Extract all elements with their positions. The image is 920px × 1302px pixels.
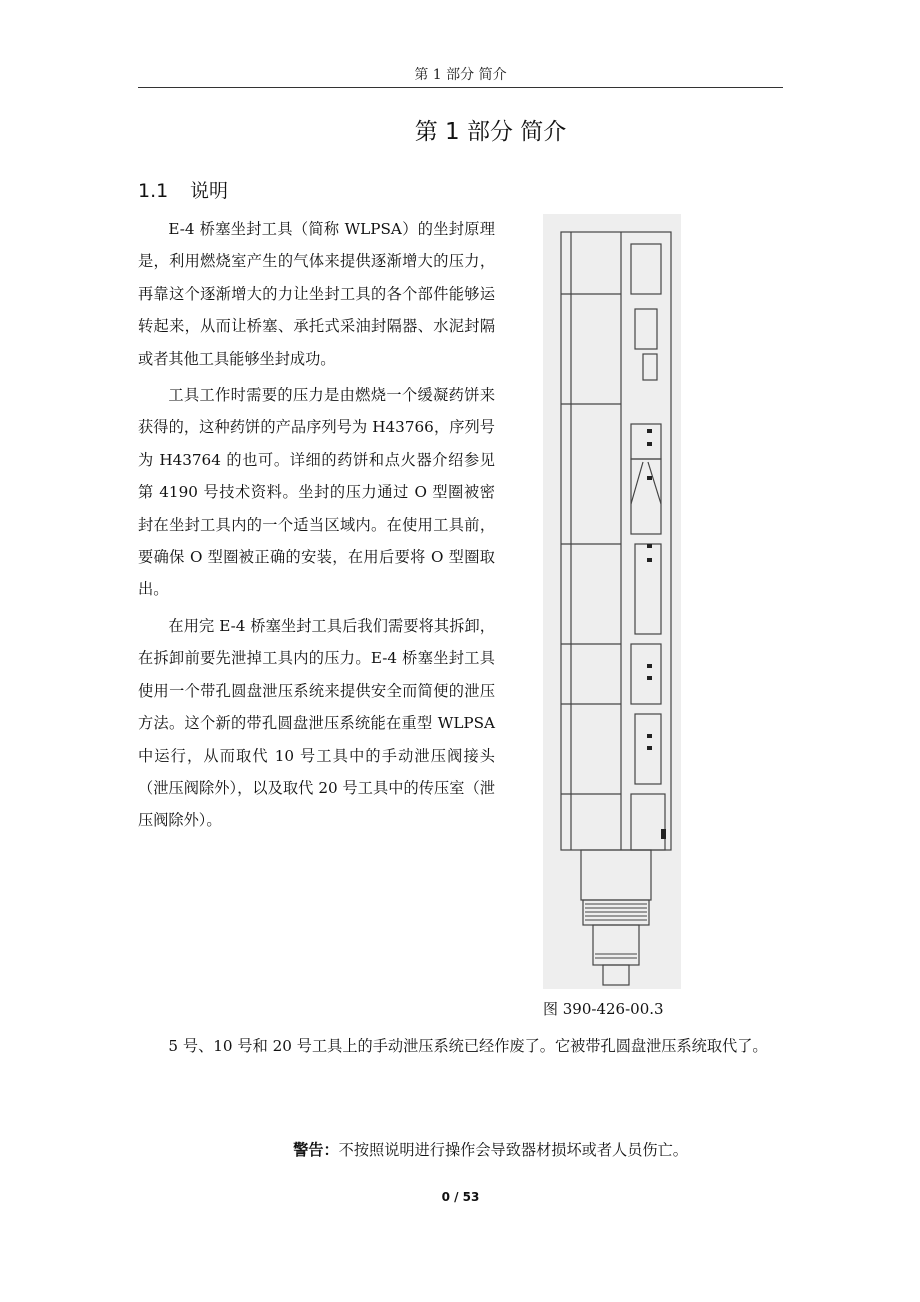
tool-drawing-svg bbox=[543, 214, 681, 989]
tool-cross-section-figure bbox=[543, 214, 681, 989]
paragraph-obsolete: 5 号、10 号和 20 号工具上的手动泄压系统已经作废了。它被带孔圆盘泄压系统取代了。 bbox=[168, 1037, 768, 1055]
paragraph-pressure: 工具工作时需要的压力是由燃烧一个缓凝药饼来获得的，这种药饼的产品序列号为 H43766，序列号为 H43764 的也可。详细的药饼和点火器介绍参见第 4190 号技术资料。坐封的压力通过 O 型圈被密封在坐封工具内的一个适当区域内。在使用工具前，要确保 O 型圈被正确的安装，在用后要将 O 型圈取出。 bbox=[138, 386, 495, 599]
header-rule bbox=[138, 87, 783, 88]
section-number: 1.1 bbox=[138, 180, 169, 202]
section-heading bbox=[138, 176, 228, 203]
page-number: 0 / 53 bbox=[441, 1190, 480, 1204]
paragraph-principle: E-4 桥塞坐封工具（简称 WLPSA）的坐封原理是，利用燃烧室产生的气体来提供逐渐增大的压力，再靠这个逐渐增大的力让坐封工具的各个部件能够运转起来，从而让桥塞、承托式采油封隔器、水泥封隔或者其他工具能够坐封成功。 bbox=[138, 220, 495, 368]
running-header: 第 1 部分 简介 bbox=[414, 67, 507, 83]
wide-paragraph bbox=[138, 1030, 783, 1062]
section-title: 说明 bbox=[190, 180, 229, 202]
warning-note bbox=[138, 1139, 843, 1160]
warning-label: 警告： bbox=[293, 1141, 339, 1159]
warning-text: 不按照说明进行操作会导致器材损坏或者人员伤亡。 bbox=[338, 1141, 688, 1159]
chapter-title: 第 1 部分 简介 bbox=[414, 119, 567, 145]
paragraph-disassembly: 在用完 E-4 桥塞坐封工具后我们需要将其拆卸，在拆卸前要先泄掉工具内的压力。E-4 桥塞坐封工具使用一个带孔圆盘泄压系统来提供安全而简便的泄压方法。这个新的带孔圆盘泄压系统能在重型 WLPSA 中运行，从而取代 10 号工具中的手动泄压阀接头（泄压阀除外），以及取代 20 号工具中的传压室（泄压阀除外）。 bbox=[138, 616, 495, 830]
figure-caption: 图 390-426-00.3 bbox=[543, 1000, 664, 1018]
body-column bbox=[138, 213, 495, 841]
